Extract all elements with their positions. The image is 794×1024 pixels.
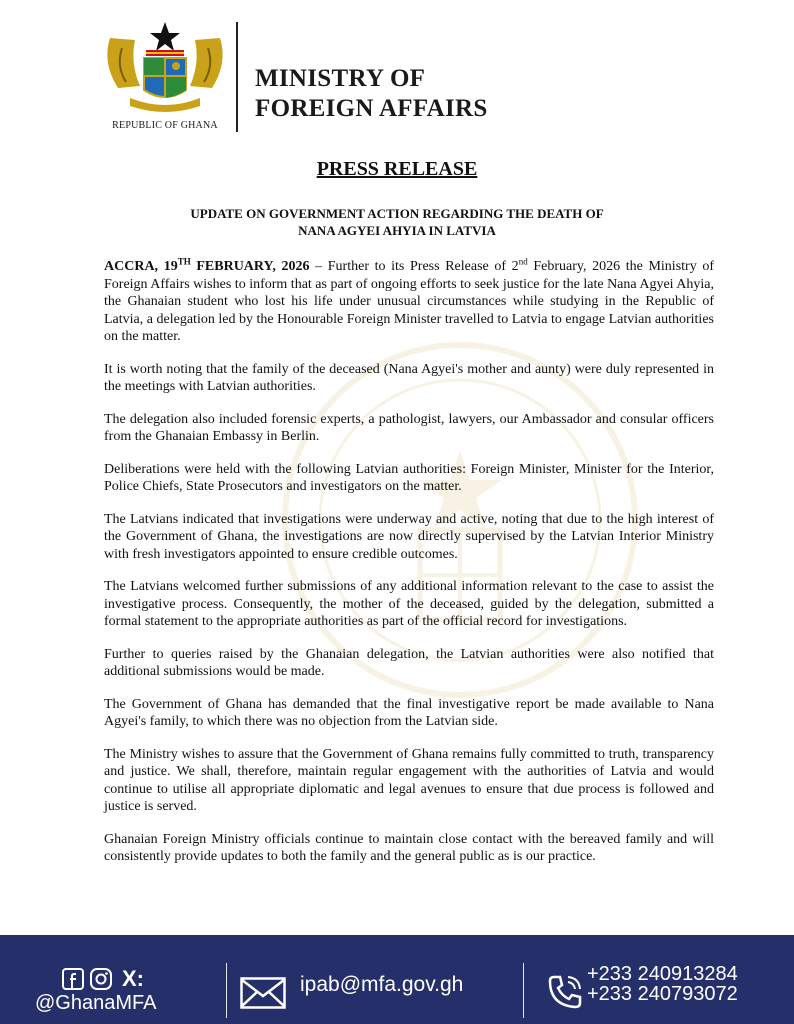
- headline-line1: UPDATE ON GOVERNMENT ACTION REGARDING THE DEATH OF: [190, 206, 604, 221]
- paragraph-4: Deliberations were held with the following Latvian authorities: Foreign Minister, Minister for the Interior, Police Chiefs, State Prosecutors and investigators on the matter.: [104, 461, 714, 494]
- republic-label: REPUBLIC OF GHANA: [112, 120, 218, 131]
- phone-number-1[interactable]: +233 240913284: [587, 963, 738, 985]
- press-release-title: PRESS RELEASE: [316, 158, 478, 180]
- email-link[interactable]: ipab@mfa.gov.gh: [300, 973, 464, 996]
- social-icons: [62, 967, 144, 991]
- ministry-title-line1: MINISTRY OF: [255, 65, 426, 92]
- paragraph-1: [104, 258, 714, 346]
- footer-divider-2: [523, 963, 524, 1018]
- footer-bar: [0, 935, 794, 1024]
- ministry-title: [255, 64, 488, 124]
- dateline-city: ACCRA, 19: [104, 259, 178, 274]
- mail-icon: [240, 977, 286, 1009]
- x-label: X:: [122, 966, 144, 991]
- ghana-coat-of-arms-icon: [100, 18, 230, 113]
- paragraph-6: The Latvians welcomed further submissions of any additional information relevant to the case to assist the investigative process. Consequently, the mother of the deceased, guided by the delegation, submitted a formal statement to the appropriate authorities as part of the official record for investigations.: [104, 579, 714, 629]
- instagram-icon[interactable]: [90, 968, 112, 990]
- headline-line2: NANA AGYEI AHYIA IN LATVIA: [298, 223, 496, 238]
- paragraph-2: It is worth noting that the family of the deceased (Nana Agyei's mother and aunty) were duly represented in the meetings with Latvian authorities.: [104, 361, 714, 394]
- paragraph-1-sup: nd: [518, 256, 528, 267]
- dateline: [104, 256, 310, 274]
- paragraph-9: The Ministry wishes to assure that the Government of Ghana remains fully committed to truth, transparency and justice. We shall, therefore, maintain regular engagement with the authorities of Latvia and would continue to utilise all appropriate diplomatic and legal avenues to ensure that due process is followed and justice is served.: [104, 746, 714, 814]
- paragraph-8: The Government of Ghana has demanded that the final investigative report be made available to Nana Agyei's family, to which there was no objection from the Latvian side.: [104, 696, 714, 729]
- facebook-icon[interactable]: [62, 968, 84, 990]
- press-release-body: [104, 258, 714, 881]
- letterhead-divider: [236, 22, 238, 132]
- dateline-rest: FEBRUARY, 2026: [190, 259, 310, 274]
- paragraph-10: Ghanaian Foreign Ministry officials continue to maintain close contact with the bereaved family and will consistently provide updates to both the family and the general public as is our practice.: [104, 831, 714, 864]
- paragraph-7: Further to queries raised by the Ghanaian delegation, the Latvian authorities were also notified that additional submissions would be made.: [104, 646, 714, 679]
- phone-icon: [546, 973, 584, 1011]
- letterhead: [0, 0, 794, 150]
- phone-number-2[interactable]: +233 240793072: [587, 983, 738, 1005]
- footer-divider-1: [226, 963, 227, 1018]
- paragraph-3: The delegation also included forensic experts, a pathologist, lawyers, our Ambassador and consular officers from the Ghanaian Embassy in Berlin.: [104, 411, 714, 444]
- ministry-title-line2: FOREIGN AFFAIRS: [255, 95, 488, 122]
- social-handle[interactable]: @GhanaMFA: [35, 992, 157, 1014]
- headline: [140, 205, 654, 239]
- paragraph-5: The Latvians indicated that investigations were underway and active, noting that due to the high interest of the Government of Ghana, the investigations are now directly supervised by the Latvian Interior Ministry with fresh investigators appointed to ensure credible outcomes.: [104, 511, 714, 562]
- dateline-sup: TH: [177, 256, 191, 267]
- phone-numbers: [587, 964, 738, 1004]
- paragraph-1-a: – Further to its Press Release of 2: [309, 259, 519, 274]
- paragraph-1-b: February, 2026 the Ministry of Foreign Affairs wishes to inform that as part of ongoing efforts to seek justice for the late Nana Agyei Ahyia, the Ghanaian student who lost his life under unusual circumstances while studying in the Republic of Latvia, a delegation led by the Honourable Foreign Minister travelled to Latvia to engage Latvian authorities on the matter.: [104, 259, 714, 344]
